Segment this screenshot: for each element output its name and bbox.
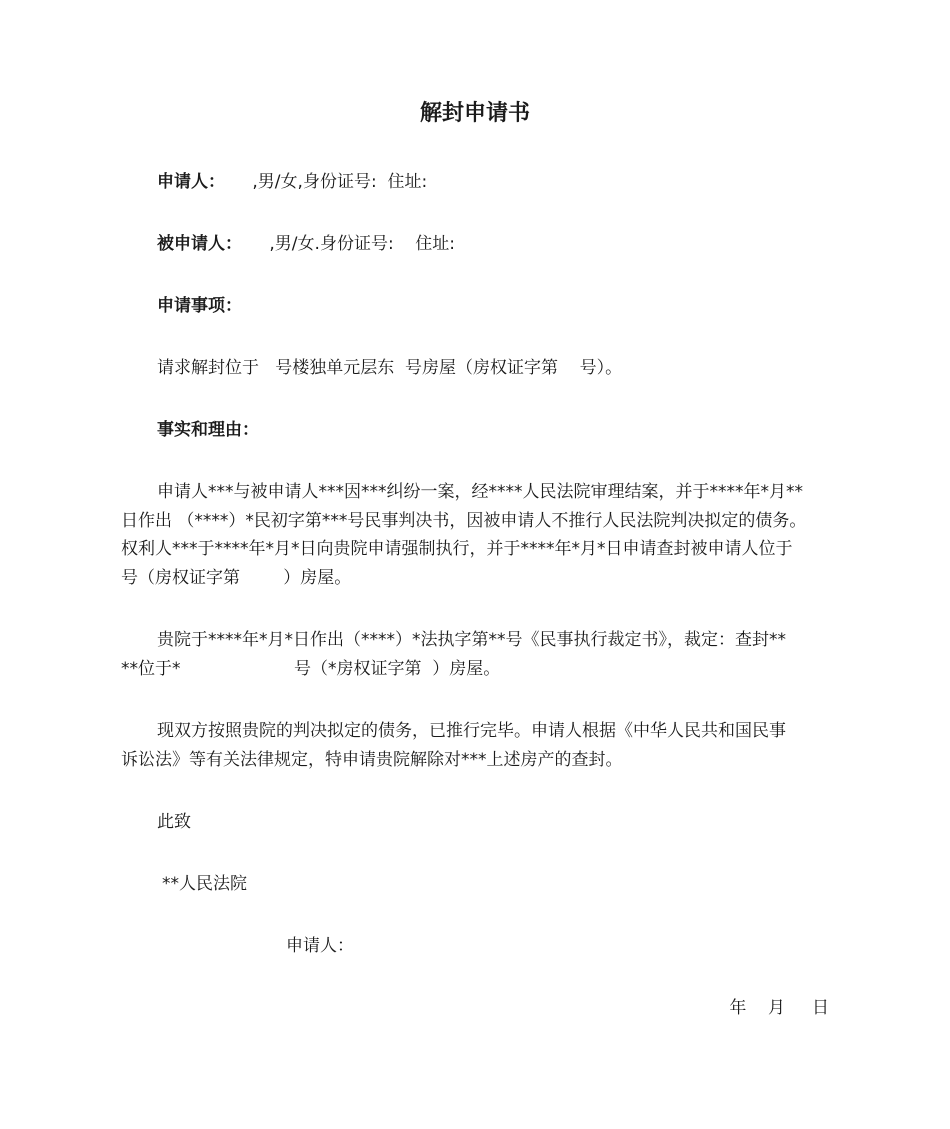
applicant-label: 申请人： <box>157 172 225 192</box>
date-line: 年 月 日 <box>729 998 829 1018</box>
document-title: 解封申请书 <box>419 101 530 126</box>
request-heading: 申请事项： <box>157 296 242 316</box>
closing-text: 此致 <box>157 812 191 832</box>
facts-para1-line1: 申请人***与被申请人***因***纠纷一案，经****人民法院审理结案，并于****年*月** <box>157 482 803 502</box>
facts-para3-line2: 诉讼法》等有关法律规定，特申请贵院解除对***上述房产的查封。 <box>121 750 623 770</box>
court-name: **人民法院 <box>162 874 247 894</box>
facts-para3-line1: 现双方按照贵院的判决拟定的债务，已推行完毕。申请人根据《中华人民共和国民事 <box>157 721 786 741</box>
facts-para1-line3: 权利人***于****年*月*日向贵院申请强制执行，并于****年*月*日申请查封被申请人位于 <box>121 539 793 559</box>
respondent-details: ,男/女.身份证号: 住址: <box>264 234 456 254</box>
facts-para2-line2: **位于* 号（*房权证字第 ）房屋。 <box>121 659 501 679</box>
facts-heading: 事实和理由： <box>157 420 259 440</box>
signature-label: 申请人： <box>286 936 354 956</box>
facts-para2-line1: 贵院于****年*月*日作出（****）*法执字第**号《民事执行裁定书》，裁定：查封** <box>157 630 786 650</box>
facts-para1-line4: 号（房权证字第 ）房屋。 <box>121 568 352 588</box>
facts-para1-line2: 日作出 （****）*民初字第***号民事判决书，因被申请人不推行人民法院判决拟定的债务。 <box>121 511 807 531</box>
respondent-line <box>157 234 455 254</box>
applicant-line <box>157 172 427 192</box>
applicant-details: ,男/女,身份证号: 住址: <box>247 172 428 192</box>
request-text: 请求解封位于 号楼独单元层东 号房屋（房权证字第 号）。 <box>157 358 623 378</box>
respondent-label: 被申请人： <box>157 234 242 254</box>
